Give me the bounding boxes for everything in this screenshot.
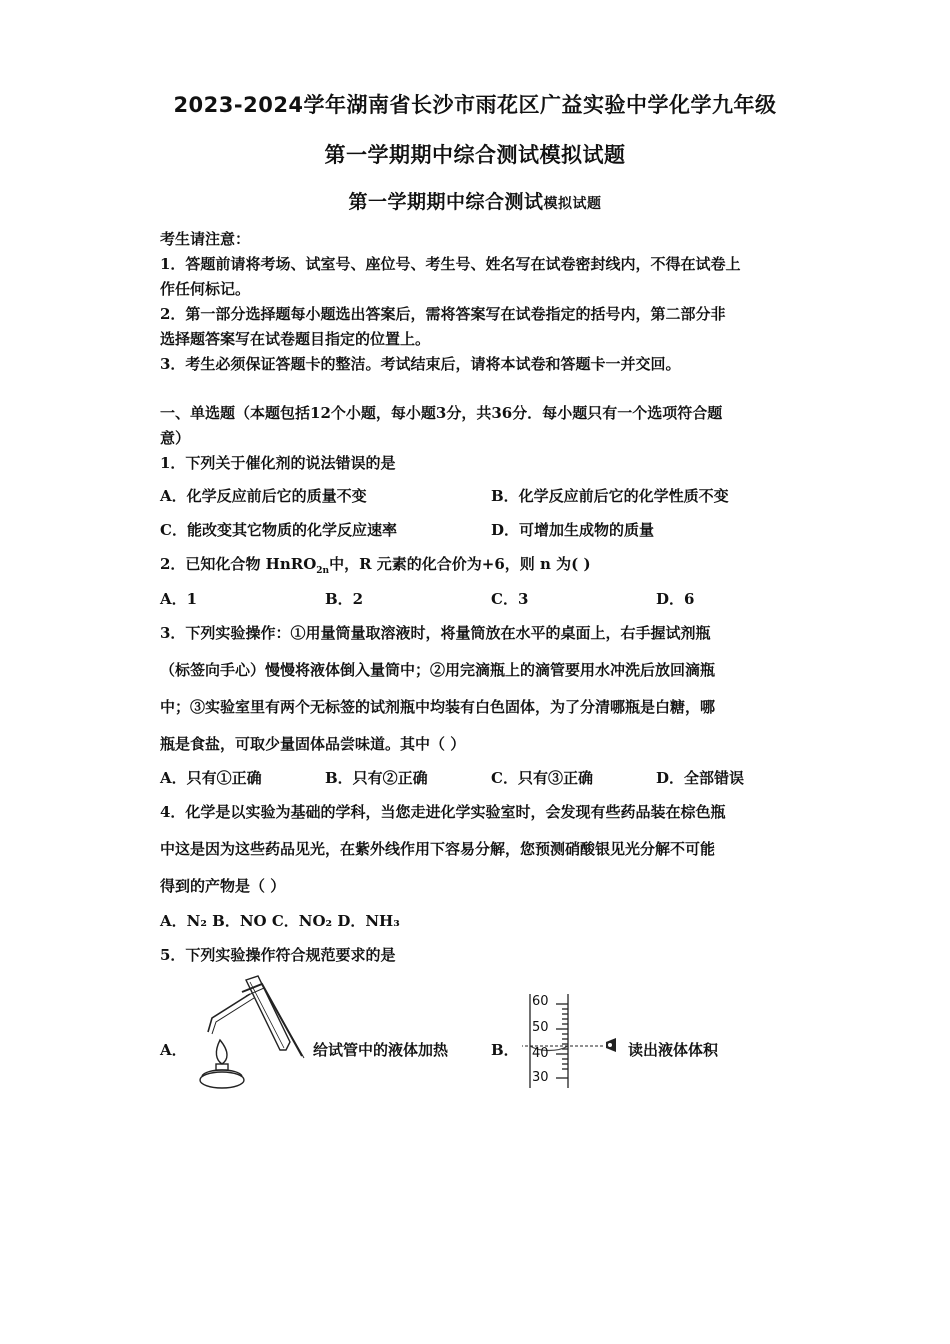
q3-option-d: D．全部错误 (656, 769, 745, 787)
subtitle (0, 187, 950, 214)
cylinder-tick-label: 30 (532, 1070, 549, 1085)
cylinder-tick-label: 40 (532, 1046, 549, 1061)
cylinder-tick-label: 60 (532, 994, 549, 1009)
q4-line: 4．化学是以实验为基础的学科，当您走进化学实验室时，会发现有些药品装在棕色瓶 (160, 803, 726, 821)
q2-option-c: C．3 (491, 590, 529, 608)
q1-option-b: B．化学反应前后它的化学性质不变 (491, 487, 729, 505)
q1-option-c: C．能改变其它物质的化学反应速率 (160, 521, 397, 539)
graduated-cylinder-figure (522, 990, 624, 1090)
q2-stem-post: 中，R 元素的化合价为+6，则 n 为( ) (329, 555, 591, 573)
q2-option-b: B．2 (325, 590, 364, 608)
q1-stem: 1．下列关于催化剂的说法错误的是 (160, 454, 396, 472)
subtitle-small: 模拟试题 (543, 196, 602, 212)
q5-option-b-text: 读出液体体积 (628, 1041, 719, 1059)
q4-line: 得到的产物是（ ） (160, 877, 286, 895)
notice-line: 2．第一部分选择题每小题选出答案后，需将答案写在试卷指定的括号内，第二部分非 (160, 305, 726, 323)
notice-line: 1．答题前请将考场、试室号、座位号、考生号、姓名写在试卷密封线内，不得在试卷上 (160, 255, 741, 273)
q4-options: A．N₂ B．NO C．NO₂ D．NH₃ (160, 912, 400, 930)
subtitle-main: 第一学期期中综合测试 (348, 191, 544, 213)
q1-option-a: A．化学反应前后它的质量不变 (160, 487, 367, 505)
q5-option-b-label: B． (491, 1041, 519, 1059)
q5-option-a-label: A． (160, 1041, 187, 1059)
heating-test-tube-figure (190, 972, 310, 1090)
notice-heading: 考生请注意： (160, 230, 251, 248)
section-header-line-1: 一、单选题（本题包括12个小题，每小题3分，共36分．每小题只有一个选项符合题 (160, 404, 723, 422)
section-header-line-2: 意） (160, 429, 191, 447)
q2-stem (160, 553, 591, 576)
q2-stem-subscript: 2n (316, 566, 330, 576)
q2-option-d: D．6 (656, 590, 695, 608)
title-line-1: 2023-2024学年湖南省长沙市雨花区广益实验中学化学九年级 (173, 93, 777, 117)
notice-line: 选择题答案写在试卷题目指定的位置上。 (160, 330, 431, 348)
q3-line: 瓶是食盐，可取少量固体品尝味道。其中（ ） (160, 735, 466, 753)
q3-line: 3．下列实验操作：①用量筒量取溶液时，将量筒放在水平的桌面上，右手握试剂瓶 (160, 624, 711, 642)
q5-option-a-text: 给试管中的液体加热 (313, 1041, 449, 1059)
q3-line: 中；③实验室里有两个无标签的试剂瓶中均装有白色固体，为了分清哪瓶是白糖，哪 (160, 698, 716, 716)
q3-option-b: B．只有②正确 (325, 769, 428, 787)
q3-option-a: A．只有①正确 (160, 769, 262, 787)
q2-option-a: A．1 (160, 590, 198, 608)
q5-stem: 5．下列实验操作符合规范要求的是 (160, 946, 396, 964)
title-line-2: 第一学期期中综合测试模拟试题 (324, 143, 626, 167)
cylinder-tick-label: 50 (532, 1020, 549, 1035)
notice-line: 3．考生必须保证答题卡的整洁。考试结束后，请将本试卷和答题卡一并交回。 (160, 355, 681, 373)
notice-line: 作任何标记。 (160, 280, 251, 298)
q3-line: （标签向手心）慢慢将液体倒入量筒中；②用完滴瓶上的滴管要用水冲洗后放回滴瓶 (160, 661, 716, 679)
q2-stem-pre: 2．已知化合物 HnRO (160, 555, 317, 573)
q3-option-c: C．只有③正确 (491, 769, 593, 787)
q4-line: 中这是因为这些药品见光，在紫外线作用下容易分解，您预测硝酸银见光分解不可能 (160, 840, 716, 858)
q1-option-d: D．可增加生成物的质量 (491, 521, 655, 539)
